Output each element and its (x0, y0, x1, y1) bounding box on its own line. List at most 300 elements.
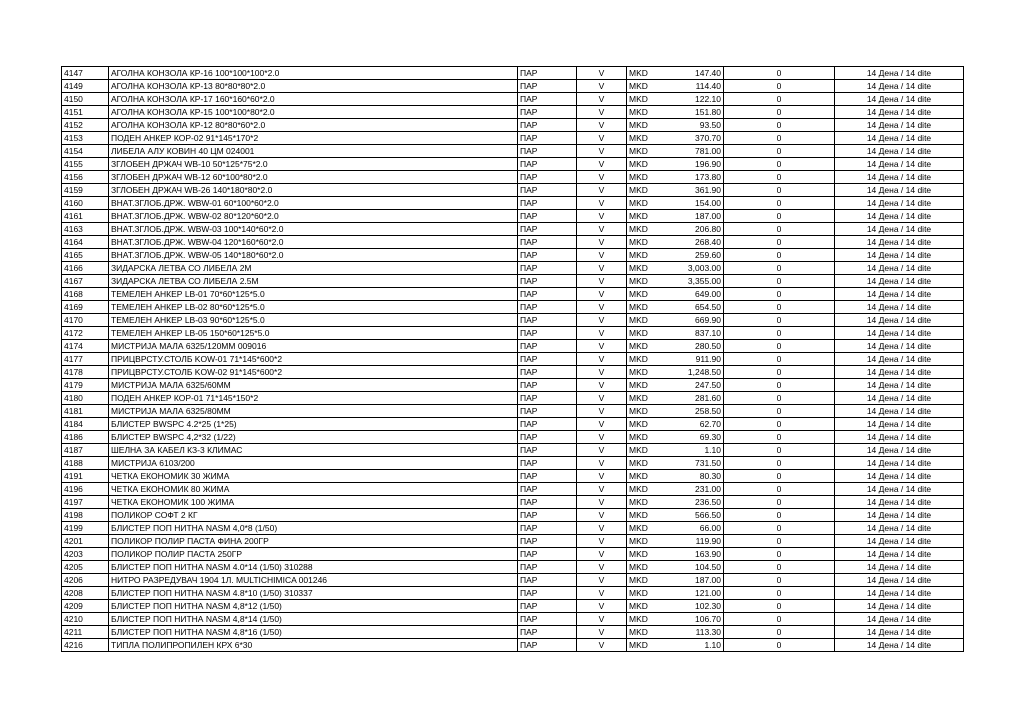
table-row (62, 379, 964, 392)
item-price: 62.70 (663, 418, 724, 431)
item-delivery: 14 Дена / 14 dite (835, 145, 964, 158)
item-currency: MKD (627, 574, 663, 587)
item-name: МИСТРИЈА МАЛА 6325/120MM 009016 (109, 340, 518, 353)
table-row (62, 132, 964, 145)
item-currency: MKD (627, 483, 663, 496)
item-name: БЛИСТЕР ПОП НИТНА NASM 4,8*14 (1/50) (109, 613, 518, 626)
item-v-flag: V (577, 444, 627, 457)
item-name: ВНАТ.ЗГЛОБ.ДРЖ. WBW-01 60*100*60*2.0 (109, 197, 518, 210)
item-name: АГОЛНА КОНЗОЛА КР-13 80*80*80*2.0 (109, 80, 518, 93)
item-code: 4160 (62, 197, 109, 210)
item-v-flag: V (577, 626, 627, 639)
item-currency: MKD (627, 93, 663, 106)
item-currency: MKD (627, 184, 663, 197)
item-price: 66.00 (663, 522, 724, 535)
item-delivery: 14 Дена / 14 dite (835, 457, 964, 470)
item-v-flag: V (577, 301, 627, 314)
table-row (62, 288, 964, 301)
table-row (62, 301, 964, 314)
item-delivery: 14 Дена / 14 dite (835, 483, 964, 496)
item-code: 4166 (62, 262, 109, 275)
item-v-flag: V (577, 470, 627, 483)
item-code: 4172 (62, 327, 109, 340)
item-v-flag: V (577, 93, 627, 106)
item-price: 268.40 (663, 236, 724, 249)
item-delivery: 14 Дена / 14 dite (835, 379, 964, 392)
item-name: ВНАТ.ЗГЛОБ.ДРЖ. WBW-03 100*140*60*2.0 (109, 223, 518, 236)
item-code: 4164 (62, 236, 109, 249)
table-row (62, 418, 964, 431)
item-v-flag: V (577, 314, 627, 327)
item-currency: MKD (627, 626, 663, 639)
item-delivery: 14 Дена / 14 dite (835, 119, 964, 132)
item-unit: ПАР (518, 197, 577, 210)
item-delivery: 14 Дена / 14 dite (835, 132, 964, 145)
item-code: 4150 (62, 93, 109, 106)
item-delivery: 14 Дена / 14 dite (835, 340, 964, 353)
table-row (62, 496, 964, 509)
item-price: 104.50 (663, 561, 724, 574)
item-quantity: 0 (724, 483, 835, 496)
item-unit: ПАР (518, 275, 577, 288)
item-currency: MKD (627, 418, 663, 431)
item-currency: MKD (627, 210, 663, 223)
item-code: 4201 (62, 535, 109, 548)
item-delivery: 14 Дена / 14 dite (835, 418, 964, 431)
item-delivery: 14 Дена / 14 dite (835, 67, 964, 80)
item-quantity: 0 (724, 353, 835, 366)
item-code: 4211 (62, 626, 109, 639)
item-quantity: 0 (724, 262, 835, 275)
item-quantity: 0 (724, 548, 835, 561)
item-delivery: 14 Дена / 14 dite (835, 509, 964, 522)
item-unit: ПАР (518, 639, 577, 652)
item-delivery: 14 Дена / 14 dite (835, 184, 964, 197)
item-v-flag: V (577, 353, 627, 366)
item-unit: ПАР (518, 184, 577, 197)
item-name: ТИПЛА ПОЛИПРОПИЛЕН КРХ 6*30 (109, 639, 518, 652)
item-code: 4208 (62, 587, 109, 600)
table-row (62, 522, 964, 535)
item-price: 649.00 (663, 288, 724, 301)
item-quantity: 0 (724, 223, 835, 236)
item-name: БЛИСТЕР ПОП НИТНА NASM 4,0*8 (1/50) (109, 522, 518, 535)
item-currency: MKD (627, 405, 663, 418)
item-name: ЗИДАРСКА ЛЕТВА СО ЛИБЕЛА 2M (109, 262, 518, 275)
item-quantity: 0 (724, 158, 835, 171)
item-unit: ПАР (518, 145, 577, 158)
item-code: 4179 (62, 379, 109, 392)
item-currency: MKD (627, 249, 663, 262)
item-name: МИСТРИЈА МАЛА 6325/80MM (109, 405, 518, 418)
item-currency: MKD (627, 80, 663, 93)
item-v-flag: V (577, 574, 627, 587)
table-row (62, 106, 964, 119)
item-code: 4149 (62, 80, 109, 93)
table-row (62, 457, 964, 470)
item-currency: MKD (627, 548, 663, 561)
item-unit: ПАР (518, 548, 577, 561)
item-code: 4209 (62, 600, 109, 613)
item-name: ЗГЛОБЕН ДРЖАЧ WB-12 60*100*80*2.0 (109, 171, 518, 184)
table-row (62, 197, 964, 210)
item-currency: MKD (627, 223, 663, 236)
item-quantity: 0 (724, 314, 835, 327)
item-v-flag: V (577, 67, 627, 80)
item-v-flag: V (577, 275, 627, 288)
table-row (62, 353, 964, 366)
item-v-flag: V (577, 561, 627, 574)
item-currency: MKD (627, 236, 663, 249)
table-row (62, 184, 964, 197)
table-row (62, 93, 964, 106)
item-name: ПОЛИКОР СОФТ 2 КГ (109, 509, 518, 522)
table-row (62, 509, 964, 522)
table-row (62, 639, 964, 652)
item-price: 187.00 (663, 210, 724, 223)
item-unit: ПАР (518, 223, 577, 236)
item-quantity: 0 (724, 340, 835, 353)
item-quantity: 0 (724, 145, 835, 158)
table-row (62, 171, 964, 184)
item-quantity: 0 (724, 613, 835, 626)
item-name: АГОЛНА КОНЗОЛА КР-15 100*100*80*2.0 (109, 106, 518, 119)
item-code: 4156 (62, 171, 109, 184)
item-unit: ПАР (518, 262, 577, 275)
item-price: 93.50 (663, 119, 724, 132)
item-currency: MKD (627, 340, 663, 353)
item-code: 4177 (62, 353, 109, 366)
item-price: 121.00 (663, 587, 724, 600)
item-currency: MKD (627, 106, 663, 119)
item-quantity: 0 (724, 600, 835, 613)
item-price: 196.90 (663, 158, 724, 171)
item-delivery: 14 Дена / 14 dite (835, 626, 964, 639)
item-v-flag: V (577, 509, 627, 522)
item-price: 147.40 (663, 67, 724, 80)
item-v-flag: V (577, 366, 627, 379)
item-price: 1,248.50 (663, 366, 724, 379)
item-v-flag: V (577, 496, 627, 509)
item-v-flag: V (577, 340, 627, 353)
item-name: ПРИЦВРСТУ.СТОЛБ KOW-01 71*145*600*2 (109, 353, 518, 366)
item-name: БЛИСТЕР BWSPC 4,2*32 (1/22) (109, 431, 518, 444)
table-row (62, 587, 964, 600)
item-delivery: 14 Дена / 14 dite (835, 210, 964, 223)
table-body (62, 67, 964, 652)
item-price: 102.30 (663, 600, 724, 613)
item-price: 1.10 (663, 444, 724, 457)
item-delivery: 14 Дена / 14 dite (835, 587, 964, 600)
item-delivery: 14 Дена / 14 dite (835, 405, 964, 418)
item-name: ЗИДАРСКА ЛЕТВА СО ЛИБЕЛА 2.5M (109, 275, 518, 288)
item-quantity: 0 (724, 522, 835, 535)
item-name: ПОДЕН АНКЕР КОР-02 91*145*170*2 (109, 132, 518, 145)
item-name: ТЕМЕЛЕН АНКЕР LB-05 150*60*125*5.0 (109, 327, 518, 340)
item-name: ЗГЛОБЕН ДРЖАЧ WB-26 140*180*80*2.0 (109, 184, 518, 197)
item-currency: MKD (627, 561, 663, 574)
item-v-flag: V (577, 158, 627, 171)
item-price: 3,003.00 (663, 262, 724, 275)
item-v-flag: V (577, 106, 627, 119)
item-quantity: 0 (724, 418, 835, 431)
item-price: 163.90 (663, 548, 724, 561)
item-quantity: 0 (724, 249, 835, 262)
item-delivery: 14 Дена / 14 dite (835, 171, 964, 184)
item-code: 4152 (62, 119, 109, 132)
item-name: ВНАТ.ЗГЛОБ.ДРЖ. WBW-04 120*160*60*2.0 (109, 236, 518, 249)
item-price: 837.10 (663, 327, 724, 340)
item-name: БЛИСТЕР BWSPC 4.2*25 (1*25) (109, 418, 518, 431)
item-name: ПРИЦВРСТУ.СТОЛБ KOW-02 91*145*600*2 (109, 366, 518, 379)
item-name: ШЕЛНА ЗА КАБЕЛ КЗ-3 КЛИМАС (109, 444, 518, 457)
item-v-flag: V (577, 236, 627, 249)
item-price: 781.00 (663, 145, 724, 158)
item-unit: ПАР (518, 600, 577, 613)
item-delivery: 14 Дена / 14 dite (835, 574, 964, 587)
item-name: БЛИСТЕР ПОП НИТНА NASM 4.0*14 (1/50) 310288 (109, 561, 518, 574)
item-name: ПОДЕН АНКЕР КОР-01 71*145*150*2 (109, 392, 518, 405)
item-price: 654.50 (663, 301, 724, 314)
item-code: 4197 (62, 496, 109, 509)
item-quantity: 0 (724, 626, 835, 639)
item-quantity: 0 (724, 405, 835, 418)
item-unit: ПАР (518, 444, 577, 457)
item-currency: MKD (627, 353, 663, 366)
item-v-flag: V (577, 418, 627, 431)
item-price: 113.30 (663, 626, 724, 639)
item-delivery: 14 Дена / 14 dite (835, 314, 964, 327)
table-row (62, 340, 964, 353)
item-price: 114.40 (663, 80, 724, 93)
item-code: 4170 (62, 314, 109, 327)
item-price: 122.10 (663, 93, 724, 106)
item-unit: ПАР (518, 327, 577, 340)
item-unit: ПАР (518, 67, 577, 80)
item-unit: ПАР (518, 496, 577, 509)
item-name: ЧЕТКА ЕКОНОМИК 100 ЖИМА (109, 496, 518, 509)
item-name: ЧЕТКА ЕКОНОМИК 80 ЖИМА (109, 483, 518, 496)
table-row (62, 145, 964, 158)
item-code: 4187 (62, 444, 109, 457)
item-delivery: 14 Дена / 14 dite (835, 223, 964, 236)
item-name: ЧЕТКА ЕКОНОМИК 30 ЖИМА (109, 470, 518, 483)
item-quantity: 0 (724, 288, 835, 301)
item-currency: MKD (627, 132, 663, 145)
table-row (62, 470, 964, 483)
item-price: 281.60 (663, 392, 724, 405)
item-unit: ПАР (518, 522, 577, 535)
item-v-flag: V (577, 483, 627, 496)
item-unit: ПАР (518, 418, 577, 431)
item-price: 80.30 (663, 470, 724, 483)
item-quantity: 0 (724, 119, 835, 132)
item-delivery: 14 Дена / 14 dite (835, 301, 964, 314)
item-quantity: 0 (724, 184, 835, 197)
item-quantity: 0 (724, 327, 835, 340)
item-v-flag: V (577, 132, 627, 145)
item-code: 4180 (62, 392, 109, 405)
item-v-flag: V (577, 392, 627, 405)
item-code: 4155 (62, 158, 109, 171)
item-delivery: 14 Дена / 14 dite (835, 236, 964, 249)
item-unit: ПАР (518, 483, 577, 496)
item-quantity: 0 (724, 210, 835, 223)
item-v-flag: V (577, 119, 627, 132)
item-currency: MKD (627, 288, 663, 301)
item-unit: ПАР (518, 431, 577, 444)
item-quantity: 0 (724, 470, 835, 483)
item-currency: MKD (627, 600, 663, 613)
item-v-flag: V (577, 600, 627, 613)
item-delivery: 14 Дена / 14 dite (835, 275, 964, 288)
item-code: 4199 (62, 522, 109, 535)
item-price: 370.70 (663, 132, 724, 145)
item-code: 4167 (62, 275, 109, 288)
item-delivery: 14 Дена / 14 dite (835, 470, 964, 483)
item-name: ТЕМЕЛЕН АНКЕР LB-02 80*60*125*5.0 (109, 301, 518, 314)
item-price: 69.30 (663, 431, 724, 444)
item-currency: MKD (627, 158, 663, 171)
item-delivery: 14 Дена / 14 dite (835, 327, 964, 340)
item-delivery: 14 Дена / 14 dite (835, 80, 964, 93)
item-unit: ПАР (518, 574, 577, 587)
item-currency: MKD (627, 327, 663, 340)
item-code: 4210 (62, 613, 109, 626)
table-row (62, 548, 964, 561)
item-currency: MKD (627, 444, 663, 457)
item-unit: ПАР (518, 613, 577, 626)
table-row (62, 626, 964, 639)
item-unit: ПАР (518, 314, 577, 327)
item-v-flag: V (577, 522, 627, 535)
item-quantity: 0 (724, 301, 835, 314)
item-currency: MKD (627, 587, 663, 600)
item-delivery: 14 Дена / 14 dite (835, 249, 964, 262)
table-row (62, 314, 964, 327)
item-code: 4154 (62, 145, 109, 158)
item-unit: ПАР (518, 405, 577, 418)
item-delivery: 14 Дена / 14 dite (835, 262, 964, 275)
item-code: 4151 (62, 106, 109, 119)
item-v-flag: V (577, 379, 627, 392)
table-row (62, 444, 964, 457)
item-price: 259.60 (663, 249, 724, 262)
item-quantity: 0 (724, 431, 835, 444)
item-delivery: 14 Дена / 14 dite (835, 522, 964, 535)
item-price: 206.80 (663, 223, 724, 236)
item-v-flag: V (577, 262, 627, 275)
item-unit: ПАР (518, 353, 577, 366)
item-quantity: 0 (724, 587, 835, 600)
item-unit: ПАР (518, 535, 577, 548)
item-currency: MKD (627, 457, 663, 470)
item-unit: ПАР (518, 301, 577, 314)
item-delivery: 14 Дена / 14 dite (835, 197, 964, 210)
item-delivery: 14 Дена / 14 dite (835, 613, 964, 626)
item-name: ТЕМЕЛЕН АНКЕР LB-01 70*60*125*5.0 (109, 288, 518, 301)
item-code: 4205 (62, 561, 109, 574)
table-row (62, 275, 964, 288)
item-v-flag: V (577, 431, 627, 444)
item-price: 3,355.00 (663, 275, 724, 288)
item-delivery: 14 Дена / 14 dite (835, 639, 964, 652)
table-row (62, 327, 964, 340)
item-name: ПОЛИКОР ПОЛИР ПАСТА 250ГР (109, 548, 518, 561)
item-quantity: 0 (724, 496, 835, 509)
item-delivery: 14 Дена / 14 dite (835, 392, 964, 405)
item-price: 361.90 (663, 184, 724, 197)
item-unit: ПАР (518, 158, 577, 171)
item-quantity: 0 (724, 457, 835, 470)
item-currency: MKD (627, 262, 663, 275)
item-quantity: 0 (724, 392, 835, 405)
item-v-flag: V (577, 80, 627, 93)
item-code: 4169 (62, 301, 109, 314)
item-unit: ПАР (518, 457, 577, 470)
item-v-flag: V (577, 639, 627, 652)
item-code: 4198 (62, 509, 109, 522)
table-row (62, 405, 964, 418)
table-row (62, 223, 964, 236)
item-quantity: 0 (724, 444, 835, 457)
item-quantity: 0 (724, 379, 835, 392)
item-price: 731.50 (663, 457, 724, 470)
item-v-flag: V (577, 171, 627, 184)
item-code: 4178 (62, 366, 109, 379)
item-delivery: 14 Дена / 14 dite (835, 366, 964, 379)
item-name: ВНАТ.ЗГЛОБ.ДРЖ. WBW-05 140*180*60*2.0 (109, 249, 518, 262)
item-v-flag: V (577, 288, 627, 301)
item-delivery: 14 Дена / 14 dite (835, 444, 964, 457)
table-row (62, 613, 964, 626)
item-code: 4186 (62, 431, 109, 444)
item-v-flag: V (577, 548, 627, 561)
item-unit: ПАР (518, 93, 577, 106)
item-currency: MKD (627, 639, 663, 652)
item-unit: ПАР (518, 106, 577, 119)
item-currency: MKD (627, 275, 663, 288)
table-row (62, 366, 964, 379)
table-row (62, 158, 964, 171)
table-row (62, 392, 964, 405)
item-currency: MKD (627, 145, 663, 158)
item-delivery: 14 Дена / 14 dite (835, 535, 964, 548)
item-code: 4174 (62, 340, 109, 353)
item-delivery: 14 Дена / 14 dite (835, 496, 964, 509)
item-quantity: 0 (724, 535, 835, 548)
item-unit: ПАР (518, 379, 577, 392)
item-delivery: 14 Дена / 14 dite (835, 353, 964, 366)
item-delivery: 14 Дена / 14 dite (835, 288, 964, 301)
item-quantity: 0 (724, 561, 835, 574)
item-unit: ПАР (518, 392, 577, 405)
table-row (62, 600, 964, 613)
item-currency: MKD (627, 366, 663, 379)
item-currency: MKD (627, 119, 663, 132)
item-code: 4181 (62, 405, 109, 418)
item-currency: MKD (627, 470, 663, 483)
item-currency: MKD (627, 509, 663, 522)
item-name: ВНАТ.ЗГЛОБ.ДРЖ. WBW-02 80*120*60*2.0 (109, 210, 518, 223)
item-code: 4147 (62, 67, 109, 80)
item-name: БЛИСТЕР ПОП НИТНА NASM 4,8*12 (1/50) (109, 600, 518, 613)
item-code: 4206 (62, 574, 109, 587)
item-currency: MKD (627, 314, 663, 327)
item-name: АГОЛНА КОНЗОЛА КР-16 100*100*100*2.0 (109, 67, 518, 80)
item-code: 4203 (62, 548, 109, 561)
table-row (62, 483, 964, 496)
